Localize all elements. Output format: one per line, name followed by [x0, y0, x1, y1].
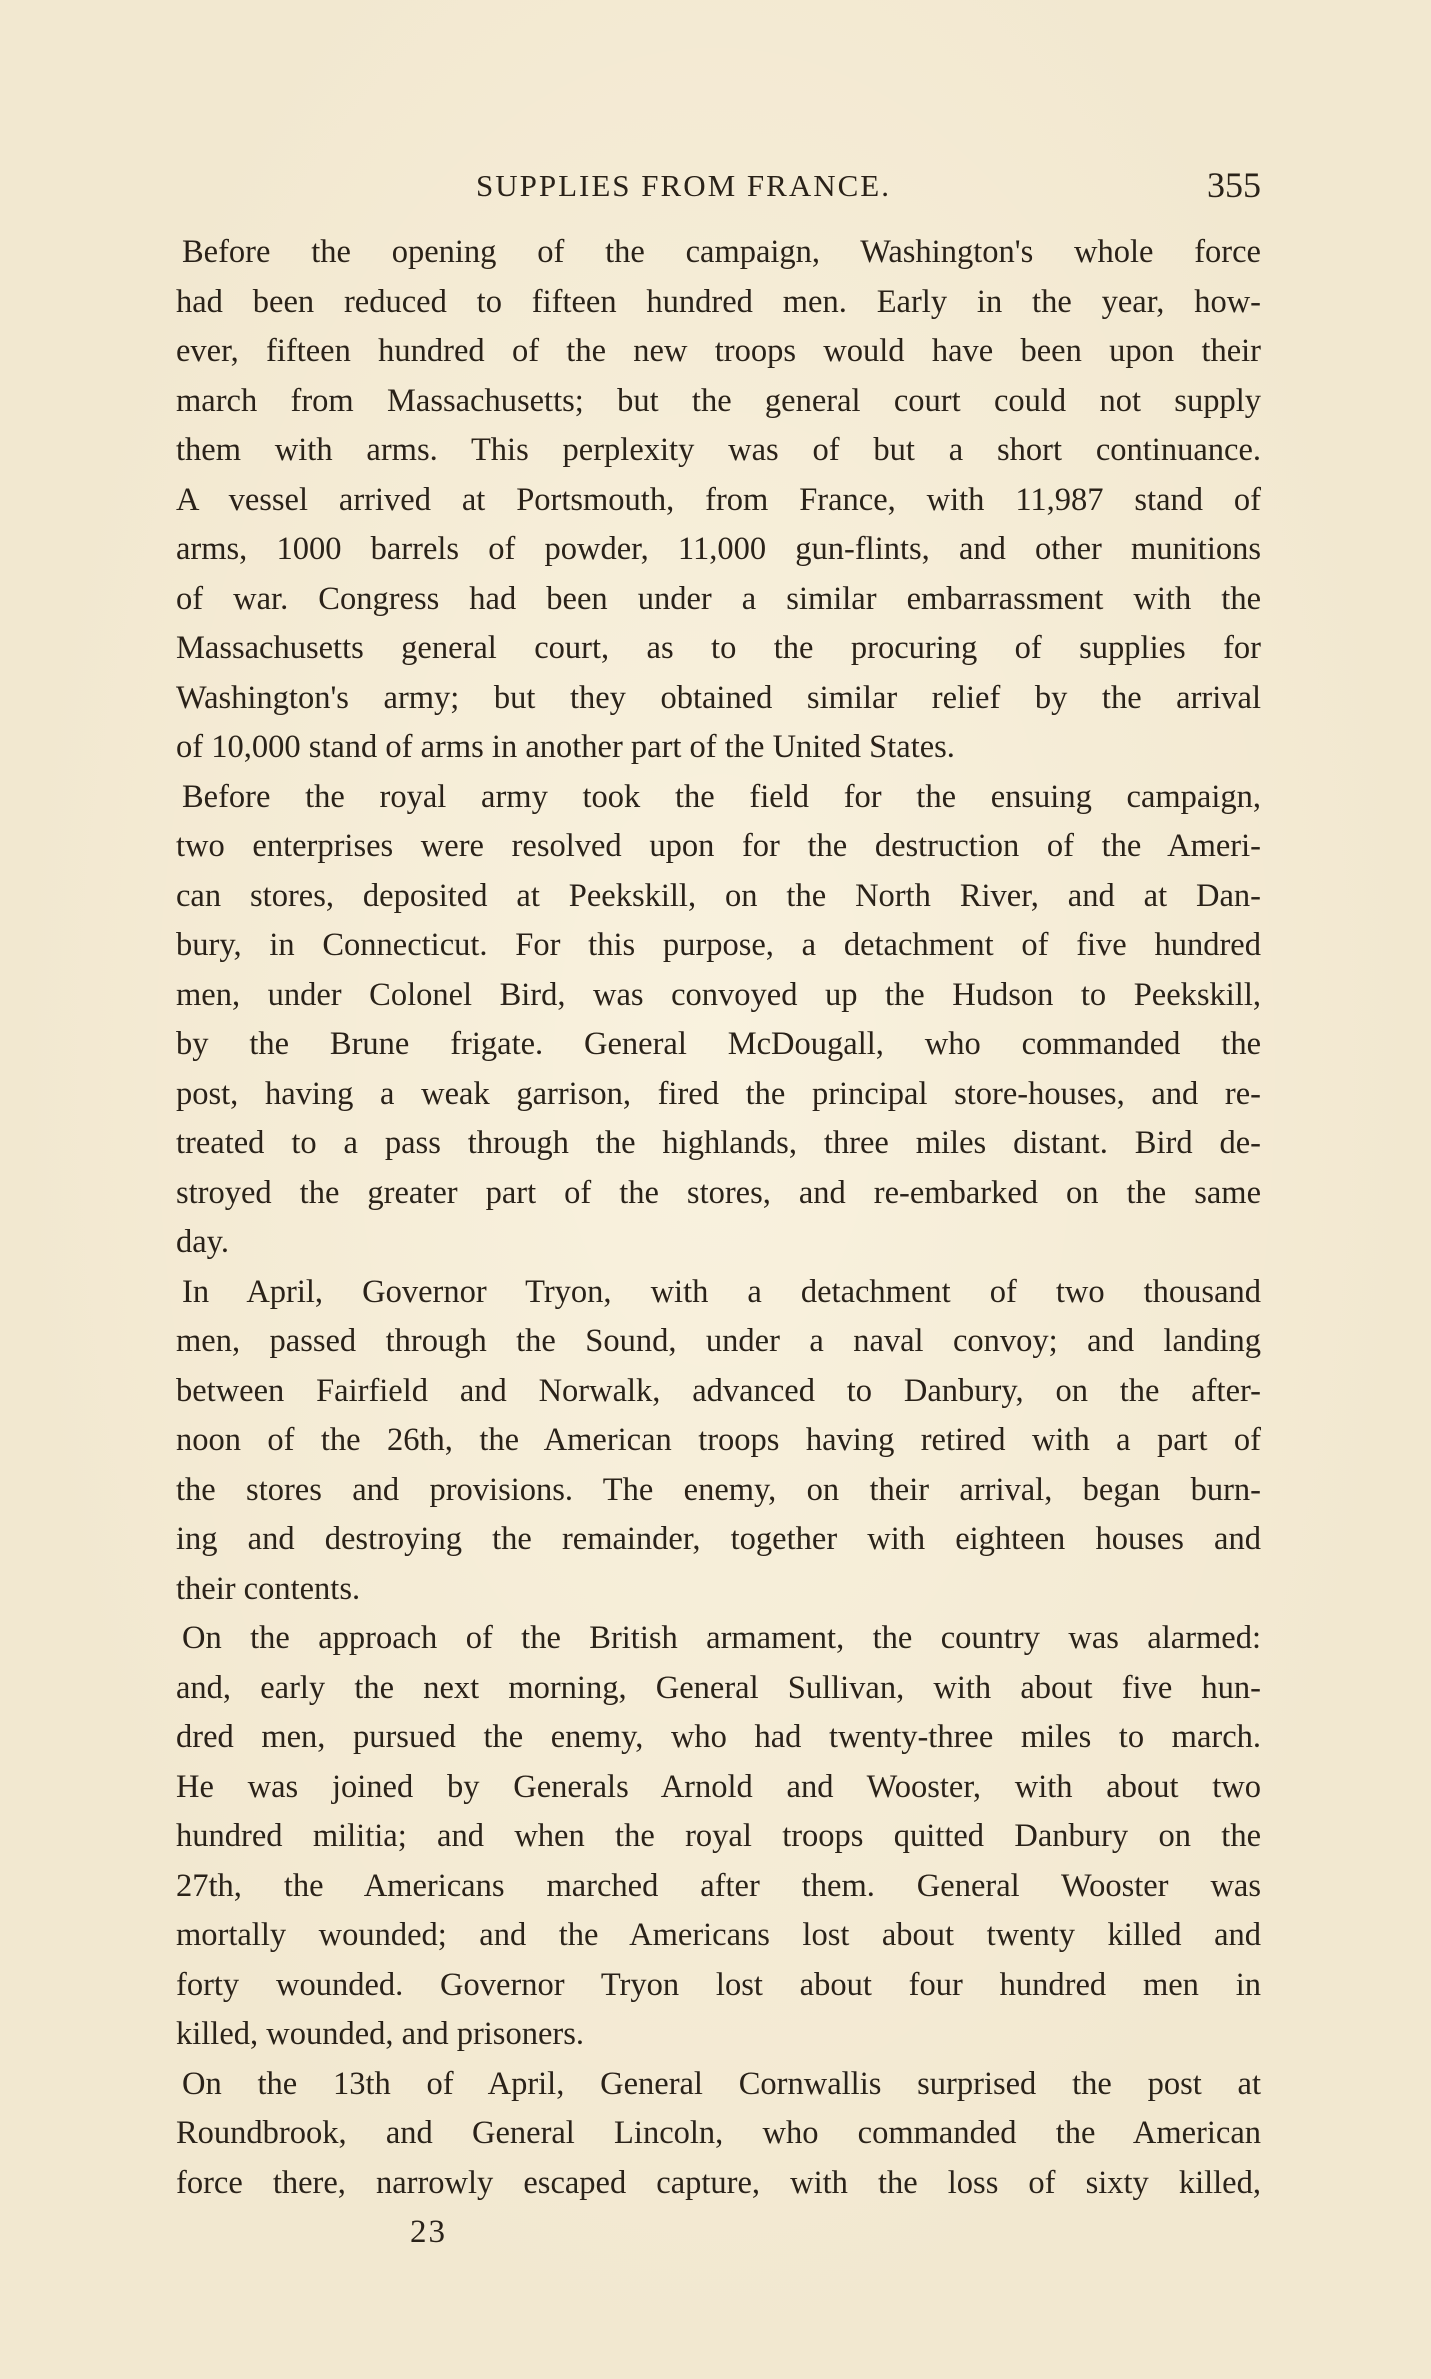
text-line: stroyed the greater part of the stores, and re-embarked on the same [176, 1174, 1261, 1211]
text-line: men, passed through the Sound, under a naval convoy; and landing [176, 1323, 1261, 1359]
text-line: noon of the 26th, the American troops having retired with a part of [176, 1422, 1261, 1458]
text-line: hundred militia; and when the royal troops quitted Danbury on the [176, 1818, 1261, 1854]
text-line: 27th, the Americans marched after them. General Wooster was [176, 1867, 1261, 1904]
text-line: Washington's army; but they obtained similar relief by the arrival [176, 679, 1261, 716]
text-line: On the 13th of April, General Cornwallis surprised the post at [182, 2065, 1261, 2102]
text-line: their contents. [176, 1570, 361, 1607]
text-line: forty wounded. Governor Tryon lost about four hundred men in [176, 1966, 1261, 2003]
body-text [176, 228, 1261, 2208]
text-line: of 10,000 stand of arms in another part of the United States. [176, 729, 955, 765]
text-line: two enterprises were resolved upon for the destruction of the Ameri- [176, 828, 1261, 864]
text-line: between Fairfield and Norwalk, advanced to Danbury, on the after- [176, 1372, 1261, 1409]
text-line: killed, wounded, and prisoners. [176, 2016, 584, 2052]
text-line: them with arms. This perplexity was of but a short continuance. [176, 432, 1261, 468]
running-head: SUPPLIES FROM FRANCE. [476, 168, 891, 203]
text-line: Before the royal army took the field for the ensuing campaign, [182, 778, 1261, 815]
text-line: In April, Governor Tryon, with a detachment of two thousand [182, 1273, 1261, 1310]
text-line: He was joined by Generals Arnold and Wooster, with about two [176, 1768, 1261, 1805]
page-header [176, 165, 1261, 216]
text-line: by the Brune frigate. General McDougall, who commanded the [176, 1026, 1261, 1062]
text-line: bury, in Connecticut. For this purpose, a detachment of five hundred [176, 927, 1261, 963]
text-line: ing and destroying the remainder, together with eighteen houses and [176, 1521, 1261, 1557]
text-line: dred men, pursued the enemy, who had twenty-three miles to march. [176, 1719, 1261, 1755]
signature-mark: 23 [410, 2214, 447, 2250]
text-line: men, under Colonel Bird, was convoyed up the Hudson to Peekskill, [176, 976, 1261, 1013]
text-line: arms, 1000 barrels of powder, 11,000 gun-flints, and other munitions [176, 531, 1261, 567]
text-line: march from Massachusetts; but the general court could not supply [176, 382, 1261, 419]
text-line: day. [176, 1224, 229, 1260]
text-line: force there, narrowly escaped capture, with the loss of sixty killed, [176, 2164, 1261, 2201]
text-line: mortally wounded; and the Americans lost about twenty killed and [176, 1917, 1261, 1953]
text-line: and, early the next morning, General Sullivan, with about five hun- [176, 1669, 1261, 1706]
page-number: 355 [1207, 165, 1261, 205]
text-line: Before the opening of the campaign, Washington's whole force [182, 234, 1261, 270]
text-line: can stores, deposited at Peekskill, on the North River, and at Dan- [176, 877, 1261, 914]
text-line: of war. Congress had been under a similar embarrassment with the [176, 580, 1261, 617]
text-line: ever, fifteen hundred of the new troops would have been upon their [176, 333, 1261, 369]
text-line: On the approach of the British armament, the country was alarmed: [182, 1620, 1261, 1656]
text-line: Roundbrook, and General Lincoln, who commanded the American [176, 2115, 1261, 2151]
text-line: A vessel arrived at Portsmouth, from France, with 11,987 stand of [176, 481, 1261, 518]
text-line: Massachusetts general court, as to the procuring of supplies for [176, 630, 1261, 666]
text-line: treated to a pass through the highlands, three miles distant. Bird de- [176, 1125, 1261, 1161]
text-line: post, having a weak garrison, fired the principal store-houses, and re- [176, 1075, 1261, 1112]
text-line: had been reduced to fifteen hundred men. Early in the year, how- [176, 283, 1261, 320]
text-line: the stores and provisions. The enemy, on their arrival, began burn- [176, 1471, 1261, 1508]
